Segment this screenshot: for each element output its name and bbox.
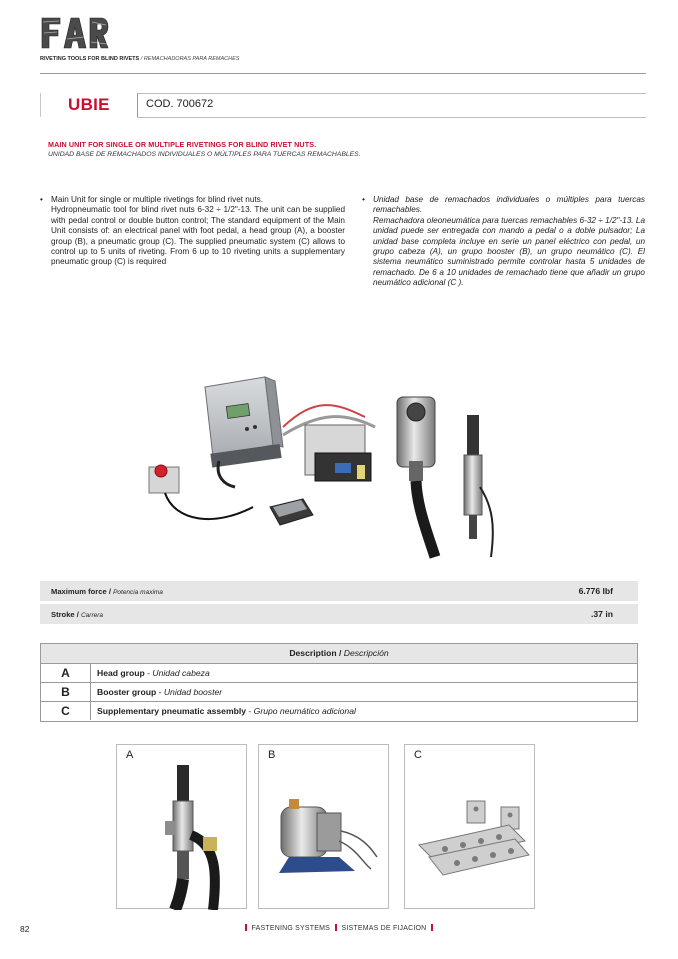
spec-row-max-force [40, 581, 638, 601]
title-rule-bottom [137, 117, 646, 118]
footer-text-en: FASTENING SYSTEMS [251, 925, 331, 932]
description-table-header: Description / Descripción [41, 644, 637, 664]
desc-header-es: Descripción [343, 648, 389, 658]
riveting-gun [464, 415, 493, 557]
headline-es: UNIDAD BASE DE REMACHADOS INDIVIDUALES O MÚLTIPLES PARA TUERCAS REMACHABLES. [48, 151, 361, 158]
spec-label-en: Maximum force [51, 587, 107, 596]
spec-value: .37 in [591, 609, 613, 619]
far-logo [40, 14, 110, 52]
thumbnail-pneumatic-assembly [404, 744, 535, 909]
row-text-es: Unidad booster [163, 687, 223, 697]
thumbnail-letter: A [126, 749, 134, 761]
row-text-es: Grupo neumático adicional [253, 706, 356, 716]
footer-divider [335, 924, 337, 931]
title-separator [137, 93, 138, 117]
footer-divider [245, 924, 247, 931]
table-row [41, 702, 637, 721]
spec-label: Maximum force / Potencia maxima [51, 587, 163, 596]
row-text: Supplementary pneumatic assembly - Grupo neumático adicional [97, 706, 356, 716]
product-code: COD. 700672 [146, 98, 214, 110]
row-text-en: Head group [97, 668, 145, 678]
thumbnail-letter: B [268, 749, 276, 761]
title-left-tick [40, 93, 41, 117]
desc-header-en: Description [289, 648, 337, 658]
category-en: RIVETING TOOLS FOR BLIND RIVETS [40, 56, 140, 62]
control-box [149, 465, 253, 519]
head-group-image [117, 745, 248, 910]
header-category [40, 56, 239, 62]
thumbnail-booster-group [258, 744, 389, 909]
electrical-panel [205, 377, 283, 487]
row-text-en: Booster group [97, 687, 157, 697]
pneumatic-assembly-image [405, 745, 536, 910]
description-es-p1: Unidad base de remachados individuales o múltiples para tuercas remachables. [373, 195, 645, 215]
spec-label-es: Carrera [80, 612, 104, 619]
spec-row-stroke [40, 604, 638, 624]
page-number: 82 [20, 924, 30, 934]
foot-pedal [270, 499, 313, 525]
footer [0, 924, 678, 932]
spec-label-en: Stroke [51, 610, 75, 619]
description-en [40, 195, 345, 268]
row-letter: A [41, 664, 91, 682]
description-es [362, 195, 645, 289]
header-divider [40, 73, 646, 74]
bullet: • [40, 195, 43, 204]
thumbnail-head-group [116, 744, 247, 909]
bullet: • [362, 195, 365, 204]
footer-divider [431, 924, 433, 931]
footer-text-es: SISTEMAS DE FIJACION [341, 925, 427, 932]
description-table [40, 643, 638, 722]
booster-group-image [259, 745, 390, 910]
thumbnail-letter: C [414, 749, 422, 761]
row-text-es: Unidad cabeza [152, 668, 210, 678]
description-es-p2: Remachadora oleoneumática para tuercas remachables 6-32 ÷ 1/2"-13. La unidad puede ser entregada con mando a pedal o a doble pulsador; La unidad base completa incluye en serie un panel eléctrico con pedal, un grupo cabeza (A), un grupo booster (B), un grupo neumático (C). El sistema neumático suministrado permite controlar hasta 5 unidades de remachado. De 6 a 10 unidades de remachado tiene que añadir un grupo neumático adicional (C ). [373, 215, 645, 288]
head-group-tool [397, 397, 435, 557]
row-letter: B [41, 683, 91, 701]
description-en-p1: Main Unit for single or multiple rivetings for blind rivet nuts. [51, 195, 264, 204]
table-row [41, 683, 637, 702]
spec-label: Stroke / Carrera [51, 610, 104, 619]
row-text-en: Supplementary pneumatic assembly [97, 706, 247, 716]
category-sep: / [139, 56, 144, 62]
description-en-p2: Hydropneumatic tool for blind rivet nuts 6-32 ÷ 1/2"-13. The unit can be supplied with pedal control or double button control; The standard equipment of the Main Unit consists of: an electrical panel with foot pedal, a head group (A), a booster group (B), a pneumatic group (C). The supplied pneumatic system (C) allows to control up to 5 units of riveting. From 6 up to 10 riveting units a supplementary pneumatic group (C) is required [51, 205, 345, 267]
table-row [41, 664, 637, 683]
product-name: UBIE [68, 95, 110, 114]
spec-label-es: Potencia maxima [113, 589, 163, 596]
category-es: REMACHADORAS PARA REMACHES [143, 56, 240, 62]
title-rule-top [137, 93, 646, 94]
headline-en: MAIN UNIT FOR SINGLE OR MULTIPLE RIVETINGS FOR BLIND RIVET NUTS. [48, 140, 317, 149]
row-letter: C [41, 702, 91, 720]
spec-value: 6.776 lbf [578, 586, 613, 596]
row-text: Booster group - Unidad booster [97, 687, 223, 697]
product-photo [135, 357, 510, 577]
booster-assembly [283, 405, 375, 481]
row-text: Head group - Unidad cabeza [97, 668, 210, 678]
